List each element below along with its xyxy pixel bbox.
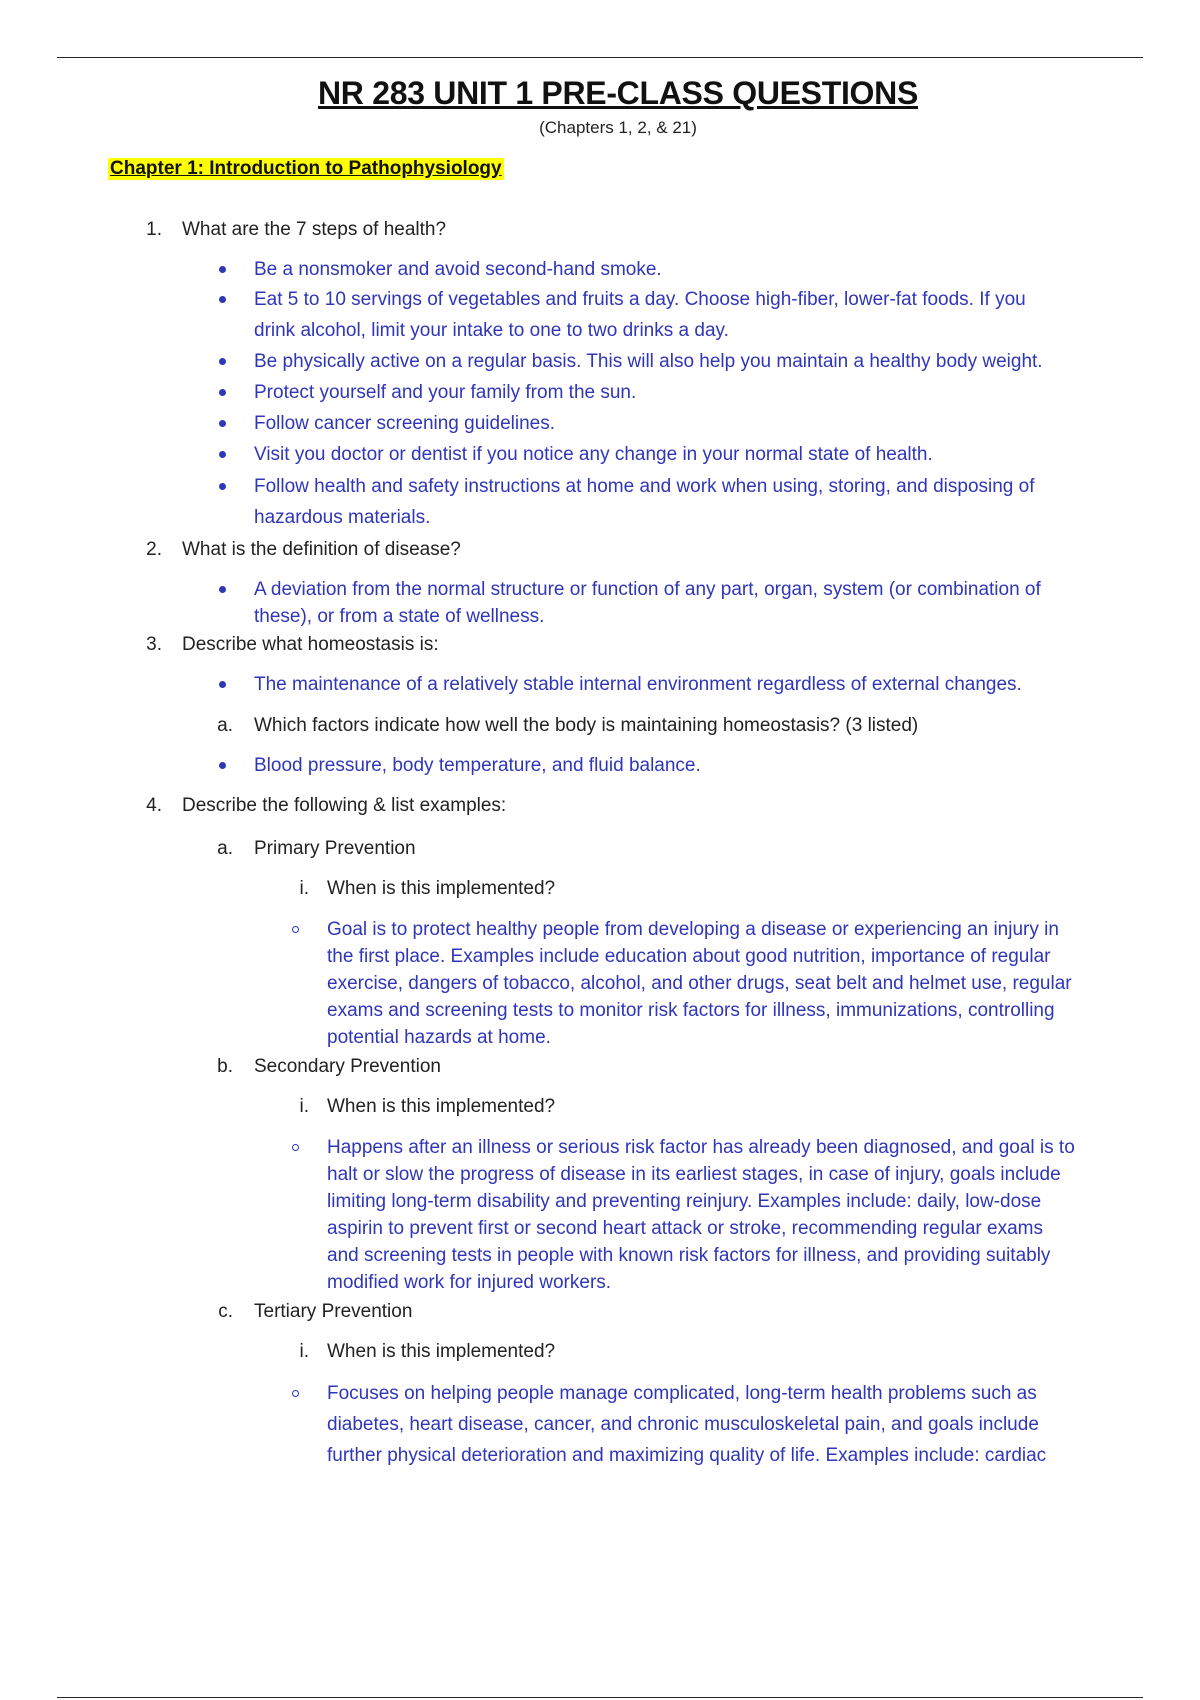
answer-text: diabetes, heart disease, cancer, and chronic musculoskeletal pain, and goals include	[327, 1414, 1039, 1435]
answer-text: Focuses on helping people manage complicated, long-term health problems such as	[327, 1383, 1037, 1404]
sub-question-text: When is this implemented?	[327, 878, 556, 899]
top-rule	[57, 57, 1143, 58]
answer-text: and screening tests in people with known risk factors for illness, and providing suitably	[327, 1245, 1051, 1266]
bullet-icon	[219, 266, 226, 273]
answer-text: Goal is to protect healthy people from developing a disease or experiencing an injury in	[327, 919, 1059, 940]
sub-question-text: When is this implemented?	[327, 1341, 556, 1362]
question-text: Describe what homeostasis is:	[182, 634, 439, 655]
bullet-icon	[219, 358, 226, 365]
question-number: 3.	[146, 634, 162, 655]
answer-text: modified work for injured workers.	[327, 1272, 612, 1293]
roman-marker: i.	[299, 878, 309, 899]
page-title: NR 283 UNIT 1 PRE-CLASS QUESTIONS	[318, 75, 918, 111]
answer-text: hazardous materials.	[254, 507, 431, 528]
answer-text: the first place. Examples include education about good nutrition, importance of regular	[327, 946, 1051, 967]
answer-text: Follow health and safety instructions at home and work when using, storing, and disposing of	[254, 476, 1035, 497]
bullet-icon	[219, 483, 226, 490]
circle-bullet-icon	[292, 926, 299, 933]
answer-text: Blood pressure, body temperature, and fluid balance.	[254, 755, 701, 776]
answer-text: Protect yourself and your family from the sun.	[254, 382, 637, 403]
chapter-heading: Chapter 1: Introduction to Pathophysiology	[110, 158, 502, 179]
answer-text: Happens after an illness or serious risk factor has already been diagnosed, and goal is to	[327, 1137, 1075, 1158]
roman-marker: i.	[299, 1341, 309, 1362]
answer-text: The maintenance of a relatively stable internal environment regardless of external changes.	[254, 674, 1022, 695]
answer-text: further physical deterioration and maximizing quality of life. Examples include: cardiac	[327, 1445, 1047, 1466]
page-subtitle: (Chapters 1, 2, & 21)	[539, 118, 697, 137]
bullet-icon	[219, 586, 226, 593]
answer-text: Visit you doctor or dentist if you notice any change in your normal state of health.	[254, 444, 933, 465]
sub-question-marker: a.	[217, 715, 233, 736]
question-text: What are the 7 steps of health?	[182, 219, 447, 240]
sub-question-text: Which factors indicate how well the body is maintaining homeostasis? (3 listed)	[254, 715, 919, 736]
question-number: 2.	[146, 539, 162, 560]
bullet-icon	[219, 296, 226, 303]
answer-text: limiting long-term disability and preventing reinjury. Examples include: daily, low-dose	[327, 1191, 1042, 1212]
prevention-label: Primary Prevention	[254, 838, 416, 859]
prevention-label: Tertiary Prevention	[254, 1301, 413, 1322]
answer-text: aspirin to prevent first or second heart attack or stroke, recommending regular exams	[327, 1218, 1043, 1239]
circle-bullet-icon	[292, 1144, 299, 1151]
bullet-icon	[219, 762, 226, 769]
answer-text: Follow cancer screening guidelines.	[254, 413, 555, 434]
bottom-rule	[57, 1697, 1143, 1698]
answer-text: drink alcohol, limit your intake to one to two drinks a day.	[254, 320, 729, 341]
answer-text: Be physically active on a regular basis. This will also help you maintain a healthy body weight.	[254, 351, 1043, 372]
answer-text: these), or from a state of wellness.	[254, 606, 545, 627]
bullet-icon	[219, 681, 226, 688]
answer-text: exams and screening tests to monitor risk factors for illness, immunizations, controlling	[327, 1000, 1055, 1021]
bullet-icon	[219, 420, 226, 427]
answer-text: exercise, dangers of tobacco, alcohol, and other drugs, seat belt and helmet use, regular	[327, 973, 1072, 994]
sub-question-marker: b.	[217, 1056, 233, 1077]
answer-text: potential hazards at home.	[327, 1027, 551, 1048]
question-text: Describe the following & list examples:	[182, 795, 507, 816]
answer-text: Eat 5 to 10 servings of vegetables and fruits a day. Choose high-fiber, lower-fat foods. If you	[254, 289, 1026, 310]
circle-bullet-icon	[292, 1390, 299, 1397]
roman-marker: i.	[299, 1096, 309, 1117]
sub-question-marker: a.	[217, 838, 233, 859]
question-number: 4.	[146, 795, 162, 816]
sub-question-marker: c.	[218, 1301, 233, 1322]
answer-text: A deviation from the normal structure or function of any part, organ, system (or combination of	[254, 579, 1041, 600]
answer-text: halt or slow the progress of disease in its earliest stages, in case of injury, goals include	[327, 1164, 1061, 1185]
bullet-icon	[219, 389, 226, 396]
answer-text: Be a nonsmoker and avoid second-hand smoke.	[254, 259, 662, 280]
bullet-icon	[219, 451, 226, 458]
question-text: What is the definition of disease?	[182, 539, 461, 560]
sub-question-text: When is this implemented?	[327, 1096, 556, 1117]
prevention-label: Secondary Prevention	[254, 1056, 441, 1077]
question-number: 1.	[146, 219, 162, 240]
